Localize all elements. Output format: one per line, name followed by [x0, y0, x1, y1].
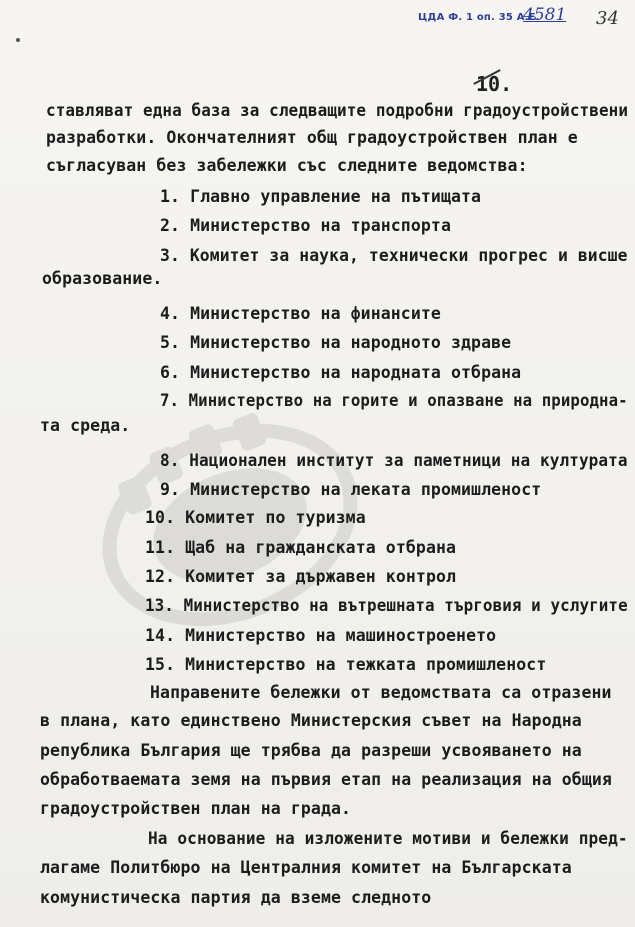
archive-unit-number: 4581: [523, 5, 567, 25]
paragraph-line: комунистическа партия да вземе следното: [40, 888, 432, 907]
list-item: 1. Главно управление на пътищата: [160, 187, 482, 206]
list-item: 3. Комитет за наука, технически прогрес и висше: [160, 246, 628, 265]
folio-number: 34: [596, 8, 619, 29]
list-item: 6. Министерство на народната отбрана: [160, 363, 522, 382]
list-item: 8. Национален институт за паметници на културата: [160, 451, 628, 470]
list-item: 4. Министерство на финансите: [160, 304, 441, 323]
paragraph-line: обработваемата земя на първия етап на реализация на общия: [40, 770, 612, 789]
list-item: 10. Комитет по туризма: [145, 508, 366, 527]
archive-stamp: ЦДА Ф. 1 оп. 35 А.Е.: [418, 12, 540, 23]
body-line: съгласуван без забележки със следните ведомства:: [46, 156, 528, 175]
paragraph-line: република България ще трябва да разреши усвояването на: [40, 741, 582, 760]
body-line: разработки. Окончателният общ градоустройствен план е: [46, 128, 578, 147]
paragraph-line: На основание на изложените мотиви и бележки пред-: [148, 829, 628, 848]
paragraph-line: в плана, като единствено Министерския съвет на Народна: [40, 711, 582, 730]
list-item: 15. Министерство на тежката промишленост: [145, 655, 547, 674]
list-item: 9. Министерство на леката промишленост: [160, 480, 542, 499]
list-item: 5. Министерство на народното здраве: [160, 333, 512, 352]
list-item: 11. Щаб на гражданската отбрана: [145, 538, 457, 557]
list-item: 14. Министерство на машиностроенето: [145, 626, 497, 645]
list-item: 7. Министерство на горите и опазване на природна-: [160, 391, 628, 410]
list-item: 12. Комитет за държавен контрол: [145, 567, 457, 586]
punch-mark: [16, 38, 20, 42]
page-number-text: 10.: [476, 72, 513, 96]
body-line: ставляват една база за следващите подробни градоустройствени: [46, 101, 629, 120]
list-item: 13. Министерство на вътрешната търговия и услугите: [145, 596, 628, 615]
page-number: [476, 72, 512, 96]
list-item-continuation: та среда.: [40, 416, 131, 435]
list-item-continuation: образование.: [42, 269, 163, 288]
paragraph-line: лагаме Политбюро на Централния комитет на Българската: [40, 858, 572, 877]
list-item: 2. Министерство на транспорта: [160, 216, 451, 235]
paragraph-line: Направените бележки от ведомствата са отразени: [150, 683, 612, 702]
paragraph-line: градоустройствен план на града.: [40, 799, 352, 818]
